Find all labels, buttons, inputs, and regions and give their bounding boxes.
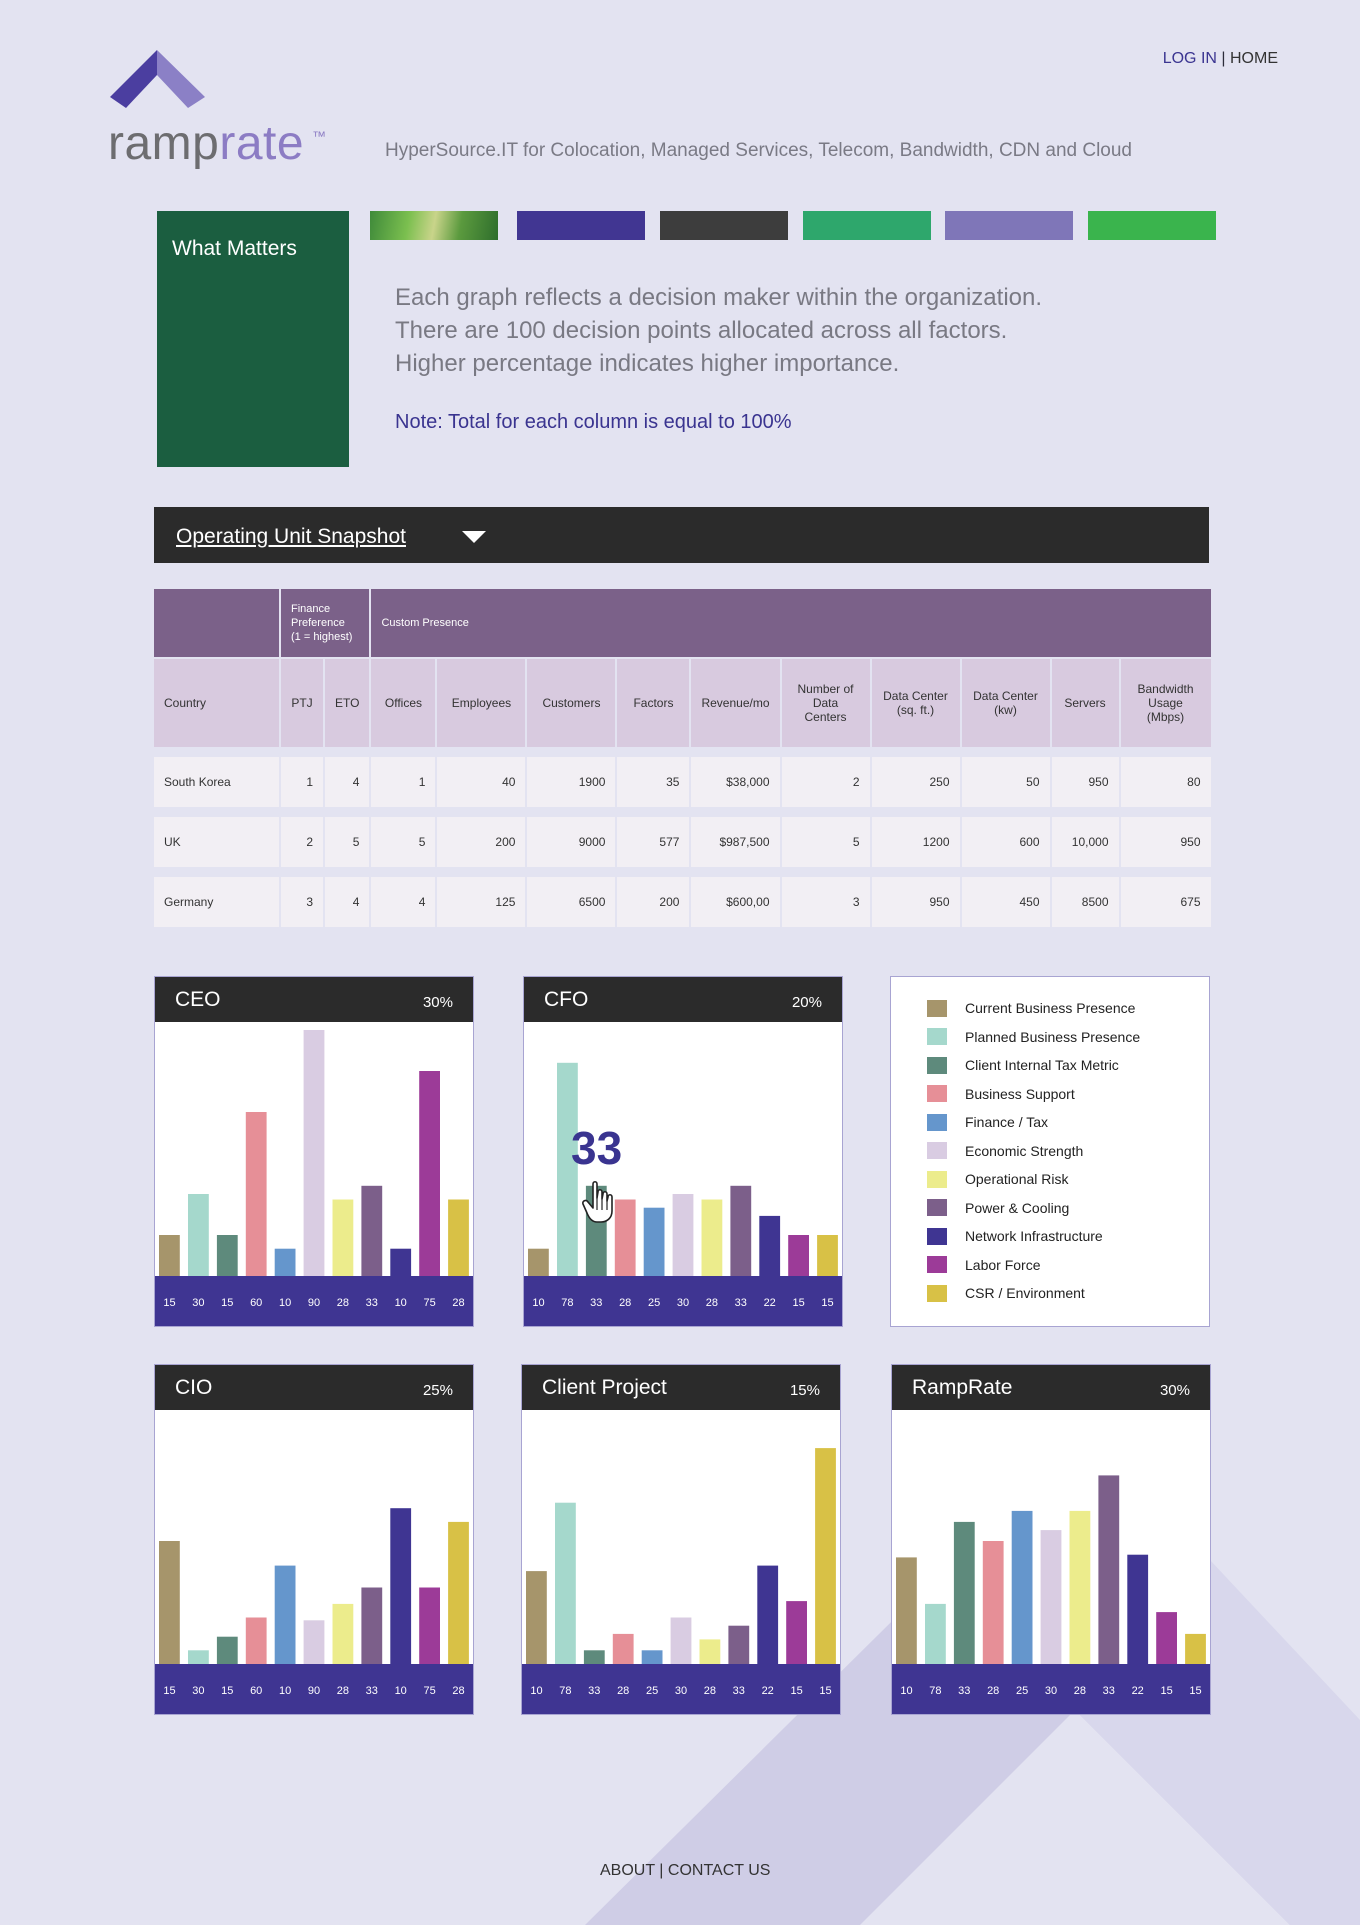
chart-bar[interactable] [1156, 1612, 1177, 1664]
color-swatch-charcoal [660, 211, 788, 240]
table-row [154, 877, 1211, 927]
column-header-line: (sq. ft.) [896, 703, 935, 717]
legend-label: CSR / Environment [965, 1285, 1085, 1301]
column-header-line: Bandwidth [1137, 682, 1194, 696]
finance-group-line: (1 = highest) [291, 631, 353, 643]
table-cell: 40 [437, 757, 527, 807]
legend-label: Labor Force [965, 1256, 1041, 1273]
chart-tick-label: 30 [192, 1685, 205, 1697]
intro-line: There are 100 decision points allocated across all factors. [395, 317, 1008, 344]
chart-tick-label: 22 [761, 1685, 774, 1697]
chart-tick-label: 33 [365, 1297, 378, 1309]
login-link[interactable]: LOG IN [1162, 50, 1217, 67]
chart-bar[interactable] [528, 1249, 549, 1276]
chart-bar[interactable] [390, 1249, 411, 1276]
chart-tick-label: 33 [734, 1297, 747, 1309]
legend-item [927, 1169, 1069, 1189]
home-link[interactable]: HOME [1230, 50, 1278, 67]
table-cell: 577 [617, 817, 691, 867]
table-cell: 675 [1121, 877, 1211, 927]
brand-wordmark[interactable]: ramprate [108, 117, 305, 170]
legend-label: Operational Risk [965, 1171, 1069, 1187]
table-cell: $600,00 [691, 877, 781, 927]
table-column-header [872, 657, 962, 747]
bar-chart [155, 1022, 473, 1326]
chart-tick-label: 33 [732, 1685, 745, 1697]
chart-tick-label: 33 [1102, 1685, 1115, 1697]
legend-swatch [927, 1256, 947, 1273]
chart-tick-label: 10 [394, 1685, 407, 1697]
chart-panel-client-project [521, 1364, 841, 1715]
chart-tick-label: 78 [929, 1685, 942, 1697]
chart-bar[interactable] [1070, 1511, 1091, 1664]
table-cell: 1 [371, 757, 437, 807]
table-column-header [691, 657, 781, 747]
chart-title: CFO [544, 988, 589, 1011]
chart-bar[interactable] [526, 1571, 547, 1664]
bar-chart [892, 1410, 1210, 1714]
chart-bar[interactable] [644, 1208, 665, 1276]
chart-bar[interactable] [304, 1620, 325, 1664]
table-cell: $987,500 [691, 817, 781, 867]
chart-bar[interactable] [613, 1634, 634, 1664]
column-header-line: (Mbps) [1146, 710, 1185, 724]
column-header-line: Customers [542, 696, 601, 710]
column-header-line: Number of [797, 682, 854, 696]
chart-tick-label: 33 [590, 1297, 603, 1309]
chart-weight: 30% [422, 994, 453, 1011]
chart-tick-label: 15 [790, 1685, 803, 1697]
legend-item [927, 998, 1135, 1018]
chart-tick-label: 30 [674, 1685, 688, 1697]
legend-label: Power & Cooling [965, 1199, 1070, 1216]
chart-bar[interactable] [730, 1186, 751, 1276]
chart-tick-label: 28 [452, 1297, 465, 1309]
chevron-down-icon[interactable] [462, 531, 486, 543]
table-column-header [437, 657, 527, 747]
snapshot-dropdown-label[interactable]: Operating Unit Snapshot [176, 525, 406, 548]
chart-bar[interactable] [925, 1604, 946, 1664]
chart-tick-label: 78 [561, 1297, 574, 1309]
chart-bar[interactable] [159, 1235, 180, 1276]
chart-bar[interactable] [419, 1071, 440, 1276]
chart-tick-label: 15 [819, 1685, 832, 1697]
legend-item [927, 1283, 1085, 1303]
chart-bar[interactable] [246, 1618, 267, 1665]
chart-bar[interactable] [188, 1194, 209, 1276]
chart-bar[interactable] [788, 1235, 809, 1276]
chart-title: RampRate [912, 1376, 1013, 1399]
chart-weight: 25% [422, 1382, 453, 1399]
column-header-line: Data Center [973, 689, 1038, 703]
chart-tick-label: 10 [900, 1685, 913, 1697]
legend-swatch [927, 1228, 947, 1245]
chart-tick-label: 15 [792, 1297, 805, 1309]
chart-tick-label: 28 [987, 1685, 1000, 1697]
table-column-header [154, 657, 281, 747]
chart-tick-label: 10 [278, 1685, 292, 1697]
table-group-finance [281, 589, 371, 657]
legend-swatch [927, 1085, 947, 1102]
chart-bar[interactable] [188, 1650, 209, 1664]
legend-label: Economic Strength [965, 1142, 1084, 1159]
chart-tick-label: 10 [394, 1297, 407, 1309]
chart-bar[interactable] [275, 1566, 296, 1664]
table-cell: 3 [782, 877, 872, 927]
table-cell: 200 [617, 877, 691, 927]
nav-separator: | [1221, 50, 1226, 67]
chart-title: Client Project [542, 1376, 667, 1399]
chart-bar[interactable] [728, 1626, 749, 1664]
chart-weight: 15% [789, 1382, 820, 1399]
table-column-header [527, 657, 617, 747]
chart-tick-label: 25 [1015, 1685, 1029, 1697]
column-header-line: ETO [335, 696, 360, 710]
chart-bar[interactable] [1127, 1555, 1148, 1664]
legend-swatch [927, 1057, 947, 1074]
hover-value-tooltip: 33 [571, 1122, 623, 1174]
chart-tick-label: 28 [336, 1297, 350, 1309]
table-cell: 250 [872, 757, 962, 807]
legend-item [927, 1226, 1103, 1246]
chart-bar[interactable] [361, 1186, 382, 1276]
chart-tick-label: 22 [763, 1297, 776, 1309]
chart-bar[interactable] [1185, 1634, 1206, 1664]
color-swatch-indigo [517, 211, 645, 240]
chart-tick-label: 28 [619, 1297, 632, 1309]
chart-bar[interactable] [246, 1112, 267, 1276]
chart-tick-label: 75 [423, 1297, 436, 1309]
chart-bar[interactable] [896, 1557, 917, 1664]
chart-bar[interactable] [584, 1650, 605, 1664]
chart-tick-label: 28 [617, 1685, 630, 1697]
chart-tick-label: 90 [307, 1685, 321, 1697]
chart-tick-label: 28 [452, 1685, 465, 1697]
chart-tick-label: 10 [530, 1685, 543, 1697]
legend-swatch [927, 1114, 947, 1131]
legend-swatch [927, 1142, 947, 1159]
chart-bar[interactable] [954, 1522, 975, 1664]
table-cell: 950 [1121, 817, 1211, 867]
table-cell: 4 [371, 877, 437, 927]
table-column-header [962, 657, 1052, 747]
column-header-line: Country [164, 696, 207, 710]
table-cell: 1200 [872, 817, 962, 867]
chart-bar[interactable] [786, 1601, 807, 1664]
chart-title: CIO [175, 1376, 213, 1399]
chart-tick-label: 30 [676, 1297, 690, 1309]
table-cell: 80 [1121, 757, 1211, 807]
chart-tick-label: 30 [192, 1297, 205, 1309]
chart-panel-header [155, 977, 473, 1022]
chart-bar[interactable] [333, 1200, 354, 1277]
table-column-header [617, 657, 691, 747]
table-cell: 5 [782, 817, 872, 867]
table-cell: 4 [325, 757, 371, 807]
legend-swatch [927, 1000, 947, 1017]
table-cell: 8500 [1052, 877, 1121, 927]
column-header-line: Usage [1148, 696, 1183, 710]
chart-panel-header [892, 1365, 1210, 1410]
intro-line: Each graph reflects a decision maker within the organization. [395, 284, 1043, 311]
chart-bar[interactable] [217, 1637, 238, 1664]
table-cell: 3 [281, 877, 325, 927]
table-cell: 125 [437, 877, 527, 927]
chart-tick-label: 15 [221, 1297, 234, 1309]
bar-chart [155, 1410, 473, 1714]
chart-legend [890, 976, 1210, 1327]
chart-tick-label: 15 [221, 1685, 234, 1697]
chart-bar[interactable] [448, 1522, 469, 1664]
table-column-header [281, 657, 325, 747]
chart-bar[interactable] [159, 1541, 180, 1664]
chart-tick-label: 28 [705, 1297, 719, 1309]
footer-separator: | [659, 1862, 664, 1879]
legend-item [927, 1141, 1083, 1161]
column-header-line: Servers [1064, 696, 1106, 710]
color-swatch-lavender [945, 211, 1073, 240]
table-cell: 4 [325, 877, 371, 927]
table-column-header [782, 657, 872, 747]
table-header-row [154, 657, 1211, 747]
chart-bar[interactable] [702, 1200, 723, 1277]
chart-tick-label: 28 [336, 1685, 350, 1697]
chart-bar[interactable] [1041, 1530, 1062, 1664]
chart-panel-ceo [154, 976, 474, 1327]
chart-tick-label: 33 [588, 1685, 601, 1697]
table-column-header [325, 657, 371, 747]
chart-tick-label: 90 [307, 1297, 321, 1309]
chart-tick-label: 15 [163, 1685, 176, 1697]
table-cell: 200 [437, 817, 527, 867]
ramprate-logo-icon[interactable] [110, 50, 205, 112]
table-cell: 1 [281, 757, 325, 807]
chart-bar[interactable] [1098, 1475, 1119, 1664]
color-swatch-green [1088, 211, 1216, 240]
table-cell: $38,000 [691, 757, 781, 807]
legend-item [927, 1255, 1040, 1275]
finance-group-line: Finance [291, 603, 331, 615]
bar-chart [522, 1410, 840, 1714]
tagline: HyperSource.IT for Colocation, Managed Services, Telecom, Bandwidth, CDN and Cloud [385, 140, 1133, 161]
intro-line: Higher percentage indicates higher importance. [395, 350, 900, 377]
chart-panel-ramprate [891, 1364, 1211, 1715]
table-cell: 6500 [527, 877, 617, 927]
table-group-custom: Custom Presence [371, 589, 1210, 657]
chart-bar[interactable] [555, 1503, 576, 1664]
table-row [154, 757, 1211, 807]
chart-bar[interactable] [671, 1618, 692, 1665]
chart-bar[interactable] [217, 1235, 238, 1276]
chart-bar[interactable] [448, 1200, 469, 1277]
chart-tick-label: 15 [1189, 1685, 1202, 1697]
legend-label: Network Infrastructure [965, 1228, 1103, 1244]
chart-tick-label: 10 [532, 1297, 545, 1309]
table-row [154, 817, 1211, 867]
table-group-blank [154, 589, 281, 657]
chart-tick-label: 78 [559, 1685, 572, 1697]
column-header-line: Factors [633, 696, 674, 710]
table-column-header [371, 657, 437, 747]
note-text: Note: Total for each column is equal to 100% [395, 411, 792, 433]
legend-label: Finance / Tax [965, 1114, 1049, 1130]
chart-bar[interactable] [390, 1508, 411, 1664]
chart-bar[interactable] [304, 1030, 325, 1276]
chart-tick-label: 33 [365, 1685, 378, 1697]
chart-bar[interactable] [757, 1566, 778, 1664]
chart-tick-label: 25 [647, 1297, 661, 1309]
table-cell: 10,000 [1052, 817, 1121, 867]
legend-swatch [927, 1171, 947, 1188]
column-header-line: Revenue/mo [701, 696, 770, 710]
chart-bar[interactable] [815, 1448, 836, 1664]
table-cell: 1900 [527, 757, 617, 807]
table-cell: 5 [371, 817, 437, 867]
chart-weight: 20% [791, 994, 822, 1011]
table-cell-country: Germany [154, 877, 281, 927]
table-cell-country: South Korea [154, 757, 281, 807]
chart-bar[interactable] [700, 1639, 721, 1664]
chart-tick-label: 75 [423, 1685, 436, 1697]
legend-item [927, 1112, 1048, 1132]
chart-tick-label: 28 [703, 1685, 717, 1697]
table-column-header [1052, 657, 1121, 747]
chart-tick-label: 28 [1073, 1685, 1087, 1697]
chart-bar[interactable] [759, 1216, 780, 1276]
table-cell-country: UK [154, 817, 281, 867]
table-cell: 950 [1052, 757, 1121, 807]
chart-tick-label: 15 [163, 1297, 176, 1309]
contact-us-link[interactable]: CONTACT US [667, 1862, 771, 1879]
table-cell: 5 [325, 817, 371, 867]
trademark-symbol: ™ [312, 128, 326, 144]
legend-label: Current Business Presence [965, 1000, 1136, 1016]
chart-tick-label: 60 [250, 1685, 263, 1697]
chart-bar[interactable] [817, 1235, 838, 1276]
legend-label: Business Support [965, 1085, 1075, 1102]
legend-item [927, 1198, 1069, 1218]
legend-swatch [927, 1028, 947, 1045]
column-header-line: Data Centers [804, 696, 847, 724]
chart-bar[interactable] [419, 1588, 440, 1665]
table-cell: 600 [962, 817, 1052, 867]
chart-title: CEO [175, 988, 221, 1011]
intro-text [395, 281, 1042, 380]
chart-panel-header [522, 1365, 840, 1410]
legend-item [927, 1055, 1119, 1075]
chart-tick-label: 10 [278, 1297, 292, 1309]
operating-unit-table [154, 589, 1211, 927]
what-matters-title: What Matters [172, 237, 297, 260]
column-header-line: (kw) [994, 703, 1017, 717]
about-link[interactable]: ABOUT [600, 1862, 655, 1879]
chart-bar[interactable] [361, 1588, 382, 1665]
legend-swatch [927, 1199, 947, 1216]
chart-panel-cio [154, 1364, 474, 1715]
legend-item [927, 1027, 1140, 1047]
chart-tick-label: 30 [1044, 1685, 1058, 1697]
table-cell: 50 [962, 757, 1052, 807]
chart-bar[interactable] [275, 1249, 296, 1276]
column-header-line: Employees [451, 696, 512, 710]
top-nav [1163, 50, 1278, 68]
chart-tick-label: 22 [1131, 1685, 1144, 1697]
table-cell: 450 [962, 877, 1052, 927]
chart-tick-label: 60 [250, 1297, 263, 1309]
table-cell: 950 [872, 877, 962, 927]
chart-bar[interactable] [983, 1541, 1004, 1664]
header-image-swatch [370, 211, 498, 240]
hand-cursor-icon [582, 1180, 618, 1224]
chart-tick-label: 15 [1160, 1685, 1173, 1697]
table-column-header [1121, 657, 1211, 747]
footer-nav [600, 1862, 770, 1880]
legend-item [927, 1084, 1075, 1104]
table-cell: 2 [281, 817, 325, 867]
table-cell: 9000 [527, 817, 617, 867]
chart-tick-label: 15 [821, 1297, 834, 1309]
legend-swatch [927, 1285, 947, 1302]
column-header-line: Offices [384, 696, 423, 710]
column-header-line: Data Center [883, 689, 948, 703]
legend-label: Client Internal Tax Metric [965, 1057, 1119, 1073]
chart-bar[interactable] [642, 1650, 663, 1664]
chart-panel-header [524, 977, 842, 1022]
chart-tick-label: 33 [958, 1685, 971, 1697]
table-group-header [154, 589, 1211, 657]
finance-group-line: Preference [291, 617, 345, 629]
legend-label: Planned Business Presence [965, 1028, 1141, 1045]
table-cell: 2 [782, 757, 872, 807]
column-header-line: PTJ [291, 696, 313, 710]
chart-tick-label: 25 [645, 1685, 659, 1697]
table-cell: 35 [617, 757, 691, 807]
chart-panel-header [155, 1365, 473, 1410]
color-swatch-teal-green [803, 211, 931, 240]
chart-bar[interactable] [673, 1194, 694, 1276]
chart-weight: 30% [1159, 1382, 1190, 1399]
chart-bar[interactable] [333, 1604, 354, 1664]
chart-bar[interactable] [1012, 1511, 1033, 1664]
